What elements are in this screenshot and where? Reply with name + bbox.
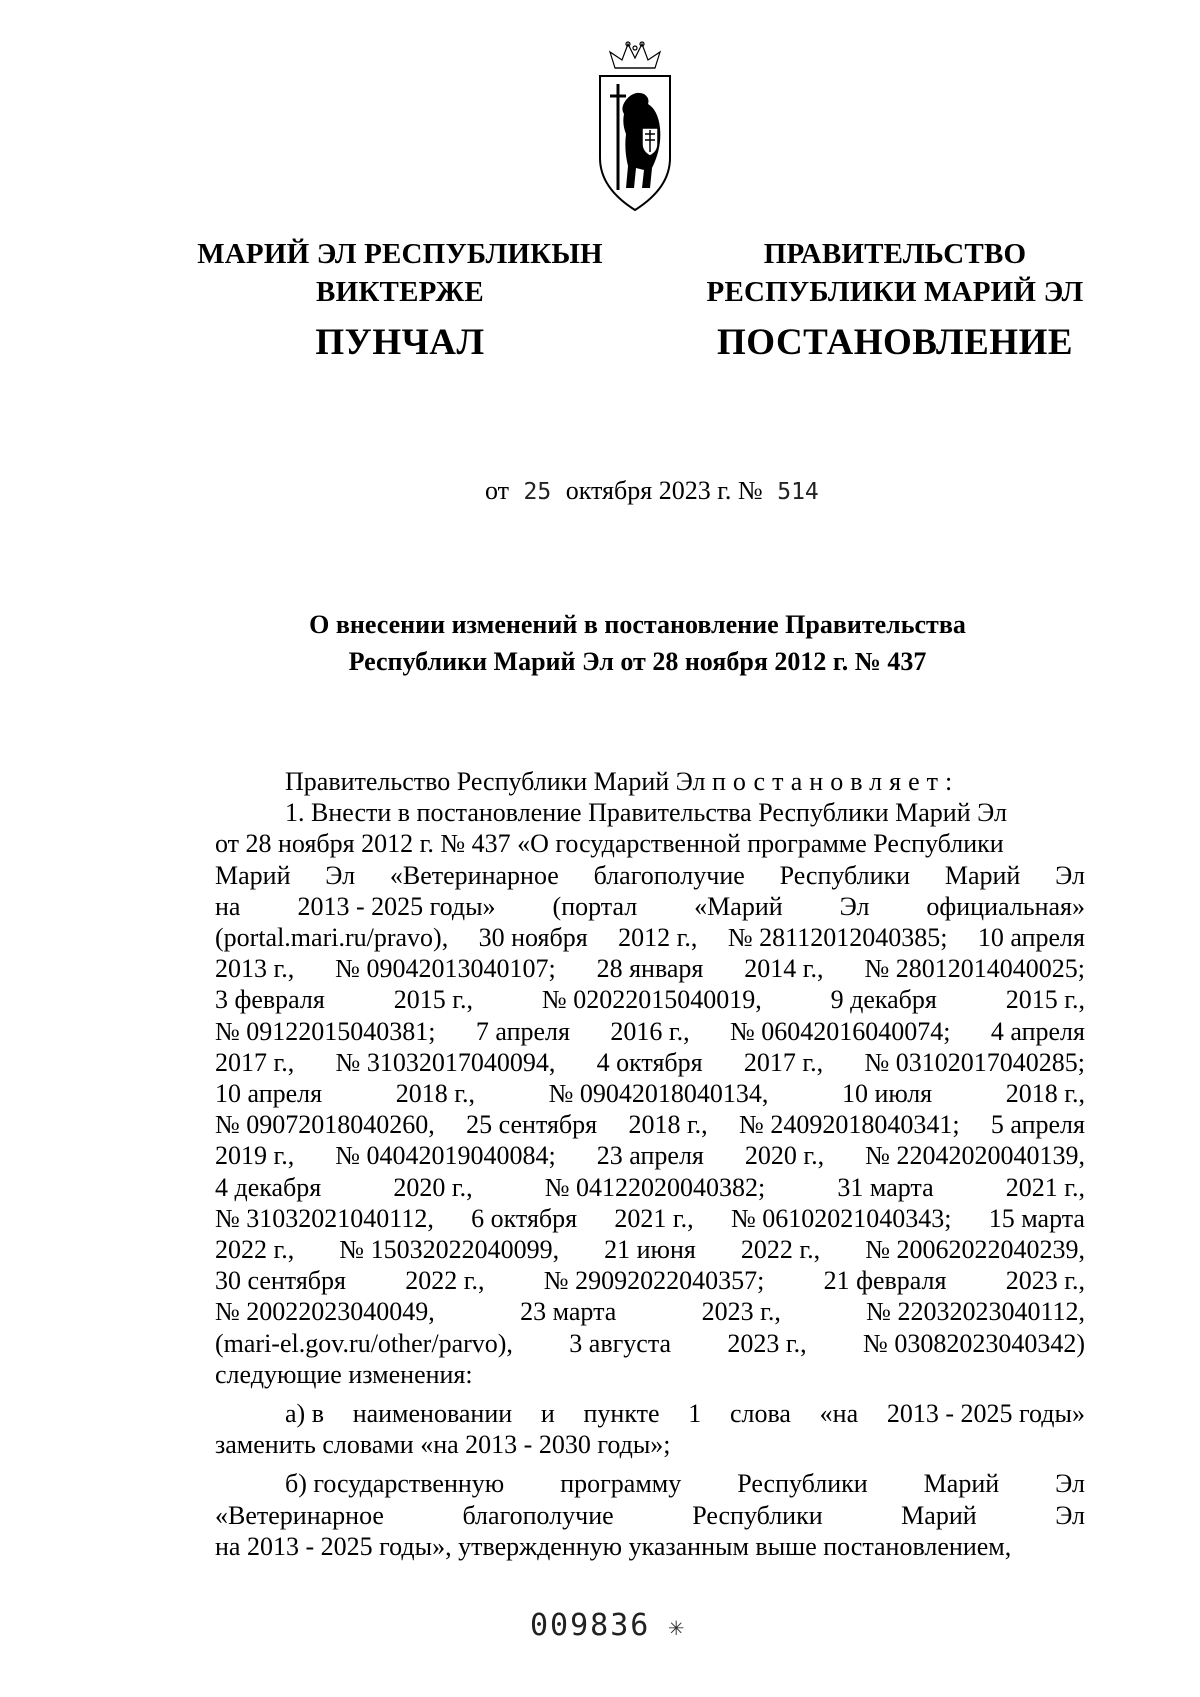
header-right-russian — [675, 236, 1115, 367]
item-b-line — [215, 1500, 1085, 1531]
body-line — [215, 1172, 1085, 1203]
body-line — [215, 922, 1085, 953]
word: Марий — [215, 860, 291, 890]
word: 30 ноября — [478, 923, 588, 953]
word: 25 сентября — [466, 1110, 598, 1140]
word: 2023 г., — [701, 1297, 781, 1327]
word: наименовании — [352, 1399, 513, 1429]
word: № 09042018040134, — [548, 1079, 769, 1109]
word: 6 октября — [471, 1203, 578, 1233]
word: на — [215, 891, 241, 921]
word: 23 апреля — [596, 1141, 704, 1171]
body-lines — [215, 797, 1085, 1359]
word: Эл — [1055, 1469, 1085, 1499]
title-line: О внесении изменений в постановление Правительства — [309, 610, 966, 639]
word: № 31032021040112, — [215, 1203, 434, 1233]
word: «Ветеринарное — [215, 1500, 384, 1530]
word: «Марий — [694, 891, 783, 921]
body-line — [215, 828, 1085, 859]
word: 2019 г., — [215, 1141, 295, 1171]
word: 2012 г., — [618, 923, 698, 953]
intro-text: Правительство Республики Марий Эл — [285, 767, 706, 796]
body-line — [215, 1234, 1085, 1265]
date-prefix: от — [485, 476, 510, 505]
word: 1 — [688, 1399, 702, 1429]
word: (mari-el.gov.ru/other/parvo), — [215, 1328, 513, 1358]
word: Марий — [944, 860, 1021, 890]
word: 3 августа — [569, 1328, 672, 1358]
word: благополучие — [462, 1500, 614, 1530]
word: № 03082023040342) — [863, 1328, 1085, 1358]
word: 4 октября — [596, 1047, 703, 1077]
document-title — [200, 606, 1075, 680]
word: № 31032017040094, — [335, 1047, 556, 1077]
word: 2021 г., — [614, 1203, 694, 1233]
word: № 06042016040074; — [729, 1016, 951, 1046]
word: 31 марта — [837, 1172, 934, 1202]
word: благополучие — [593, 860, 745, 890]
body-line — [215, 1140, 1085, 1171]
word: Эл — [325, 860, 356, 890]
word: Эл — [1055, 860, 1085, 890]
word: № 09042013040107; — [335, 954, 556, 984]
word: а) в — [285, 1399, 324, 1429]
asterisk-mark-icon: ✳ — [668, 1612, 687, 1642]
word: № 09122015040381; — [215, 1016, 436, 1046]
word: № 29092022040357; — [543, 1266, 765, 1296]
serial-number-stamp — [530, 1608, 686, 1643]
word: (портал — [552, 891, 638, 921]
header-left-line1: МАРИЙ ЭЛ РЕСПУБЛИКЫН — [197, 238, 603, 270]
word: № 28012014040025; — [864, 954, 1085, 984]
document-number: 514 — [777, 479, 819, 505]
item-a-line: заменить словами «на 2013 - 2030 годы»; — [215, 1430, 671, 1460]
body-line: следующие изменения: — [215, 1359, 473, 1389]
word: (portal.mari.ru/pravo), — [215, 923, 449, 953]
word: № 09072018040260, — [215, 1110, 435, 1140]
body-line — [215, 1109, 1085, 1140]
word: пункте — [583, 1399, 660, 1429]
body-line — [215, 797, 1085, 828]
word: 28 января — [596, 954, 704, 984]
coat-of-arms-emblem — [590, 38, 680, 216]
word: 2018 г., — [628, 1110, 708, 1140]
body-line — [215, 953, 1085, 984]
header-left-doc-type: ПУНЧАЛ — [315, 322, 485, 364]
word: Эл — [839, 891, 870, 921]
word: 2016 г., — [610, 1016, 690, 1046]
body-line — [215, 984, 1085, 1015]
item-a-line — [215, 1398, 1085, 1429]
word: 2022 г., — [405, 1266, 485, 1296]
document-body — [215, 766, 1085, 1562]
body-line — [215, 1016, 1085, 1047]
body-line — [215, 1265, 1085, 1296]
body-line — [215, 1328, 1085, 1359]
header-right-line2: РЕСПУБЛИКИ МАРИЙ ЭЛ — [706, 275, 1084, 308]
word: № 04122020040382; — [544, 1172, 766, 1202]
word: 5 апреля — [990, 1110, 1085, 1140]
word: б) государственную — [285, 1469, 505, 1499]
body-line — [215, 1078, 1085, 1109]
word: 2022 г., — [740, 1235, 821, 1265]
word: 15 марта — [988, 1203, 1085, 1233]
word: 2017 г., — [743, 1047, 824, 1077]
word: Марий — [923, 1469, 1000, 1499]
intro-line — [215, 766, 1085, 797]
word: № 22032023040112, — [866, 1297, 1085, 1327]
header-right-doc-type: ПОСТАНОВЛЕНИЕ — [716, 322, 1074, 364]
word: № 22042020040139, — [865, 1141, 1085, 1171]
word: 2020 г., — [393, 1172, 473, 1202]
word: 9 декабря — [830, 985, 937, 1015]
word: 1. Внести в постановление Правительства Республики Марий Эл — [285, 798, 1007, 828]
intro-decree-word: постановляет: — [711, 767, 960, 796]
word: Эл — [1055, 1500, 1085, 1530]
word: программу — [560, 1469, 682, 1499]
body-line — [215, 1047, 1085, 1078]
word: 4 декабря — [215, 1172, 322, 1202]
date-month-year: октября 2023 г. № — [565, 476, 763, 505]
body-line — [215, 1296, 1085, 1327]
word: Марий — [901, 1500, 977, 1530]
word: 2017 г., — [215, 1047, 295, 1077]
word: «Ветеринарное — [389, 860, 559, 890]
word: 2013 г., — [215, 954, 295, 984]
word: 23 марта — [520, 1297, 617, 1327]
word: 4 апреля — [990, 1016, 1085, 1046]
word: официальная» — [926, 891, 1085, 921]
word: «на — [819, 1399, 859, 1429]
word: 2018 г., — [1005, 1079, 1085, 1109]
word: Республики — [779, 860, 911, 890]
date-day: 25 — [523, 479, 552, 505]
word: 21 июня — [604, 1235, 696, 1265]
word: слова — [729, 1399, 791, 1429]
word: 2015 г., — [1005, 985, 1085, 1015]
word: Республики — [692, 1500, 823, 1530]
word: 7 апреля — [475, 1016, 570, 1046]
word: 3 февраля — [215, 985, 325, 1015]
word: 2020 г., — [744, 1141, 825, 1171]
word: 2021 г., — [1005, 1172, 1085, 1202]
word: № 15032022040099, — [339, 1235, 560, 1265]
word: № 20022023040049, — [215, 1297, 435, 1327]
serial-number: 009836 — [530, 1608, 651, 1643]
word: № 03102017040285; — [864, 1047, 1085, 1077]
word: 10 июля — [842, 1079, 933, 1109]
word: № 28112012040385; — [727, 923, 948, 953]
word: 10 апреля — [977, 923, 1085, 953]
word: № 06102021040343; — [730, 1203, 952, 1233]
document-date-line — [485, 476, 827, 506]
word: № 20062022040239, — [865, 1235, 1085, 1265]
word: 30 сентября — [215, 1266, 346, 1296]
word: 2013 - 2025 годы» — [297, 891, 496, 921]
word: и — [540, 1399, 555, 1429]
word: 2022 г., — [215, 1235, 295, 1265]
word: 2015 г., — [393, 985, 473, 1015]
body-line — [215, 891, 1085, 922]
header-right-line1: ПРАВИТЕЛЬСТВО — [763, 238, 1027, 270]
word: от 28 ноября 2012 г. № 437 «О государственной программе Республики — [215, 829, 1004, 859]
word: № 04042019040084; — [335, 1141, 556, 1171]
body-line — [215, 860, 1085, 891]
word: 10 апреля — [215, 1079, 323, 1109]
word: № 24092018040341; — [739, 1110, 960, 1140]
word: 2023 г., — [727, 1328, 807, 1358]
word: 2018 г., — [395, 1079, 475, 1109]
item-b-line: на 2013 - 2025 годы», утвержденную указанным выше постановлением, — [215, 1531, 1012, 1561]
header-left-mari — [180, 236, 620, 367]
word: 2014 г., — [744, 954, 824, 984]
word: 2013 - 2025 годы» — [886, 1399, 1085, 1429]
word: 2023 г., — [1005, 1266, 1085, 1296]
item-b-line — [215, 1468, 1085, 1499]
body-line — [215, 1203, 1085, 1234]
word: 21 февраля — [823, 1266, 947, 1296]
title-line: Республики Марий Эл от 28 ноября 2012 г. № 437 — [348, 647, 927, 676]
word: № 02022015040019, — [541, 985, 762, 1015]
header-left-line2: ВИКТЕРЖЕ — [316, 275, 484, 308]
word: Республики — [737, 1469, 868, 1499]
